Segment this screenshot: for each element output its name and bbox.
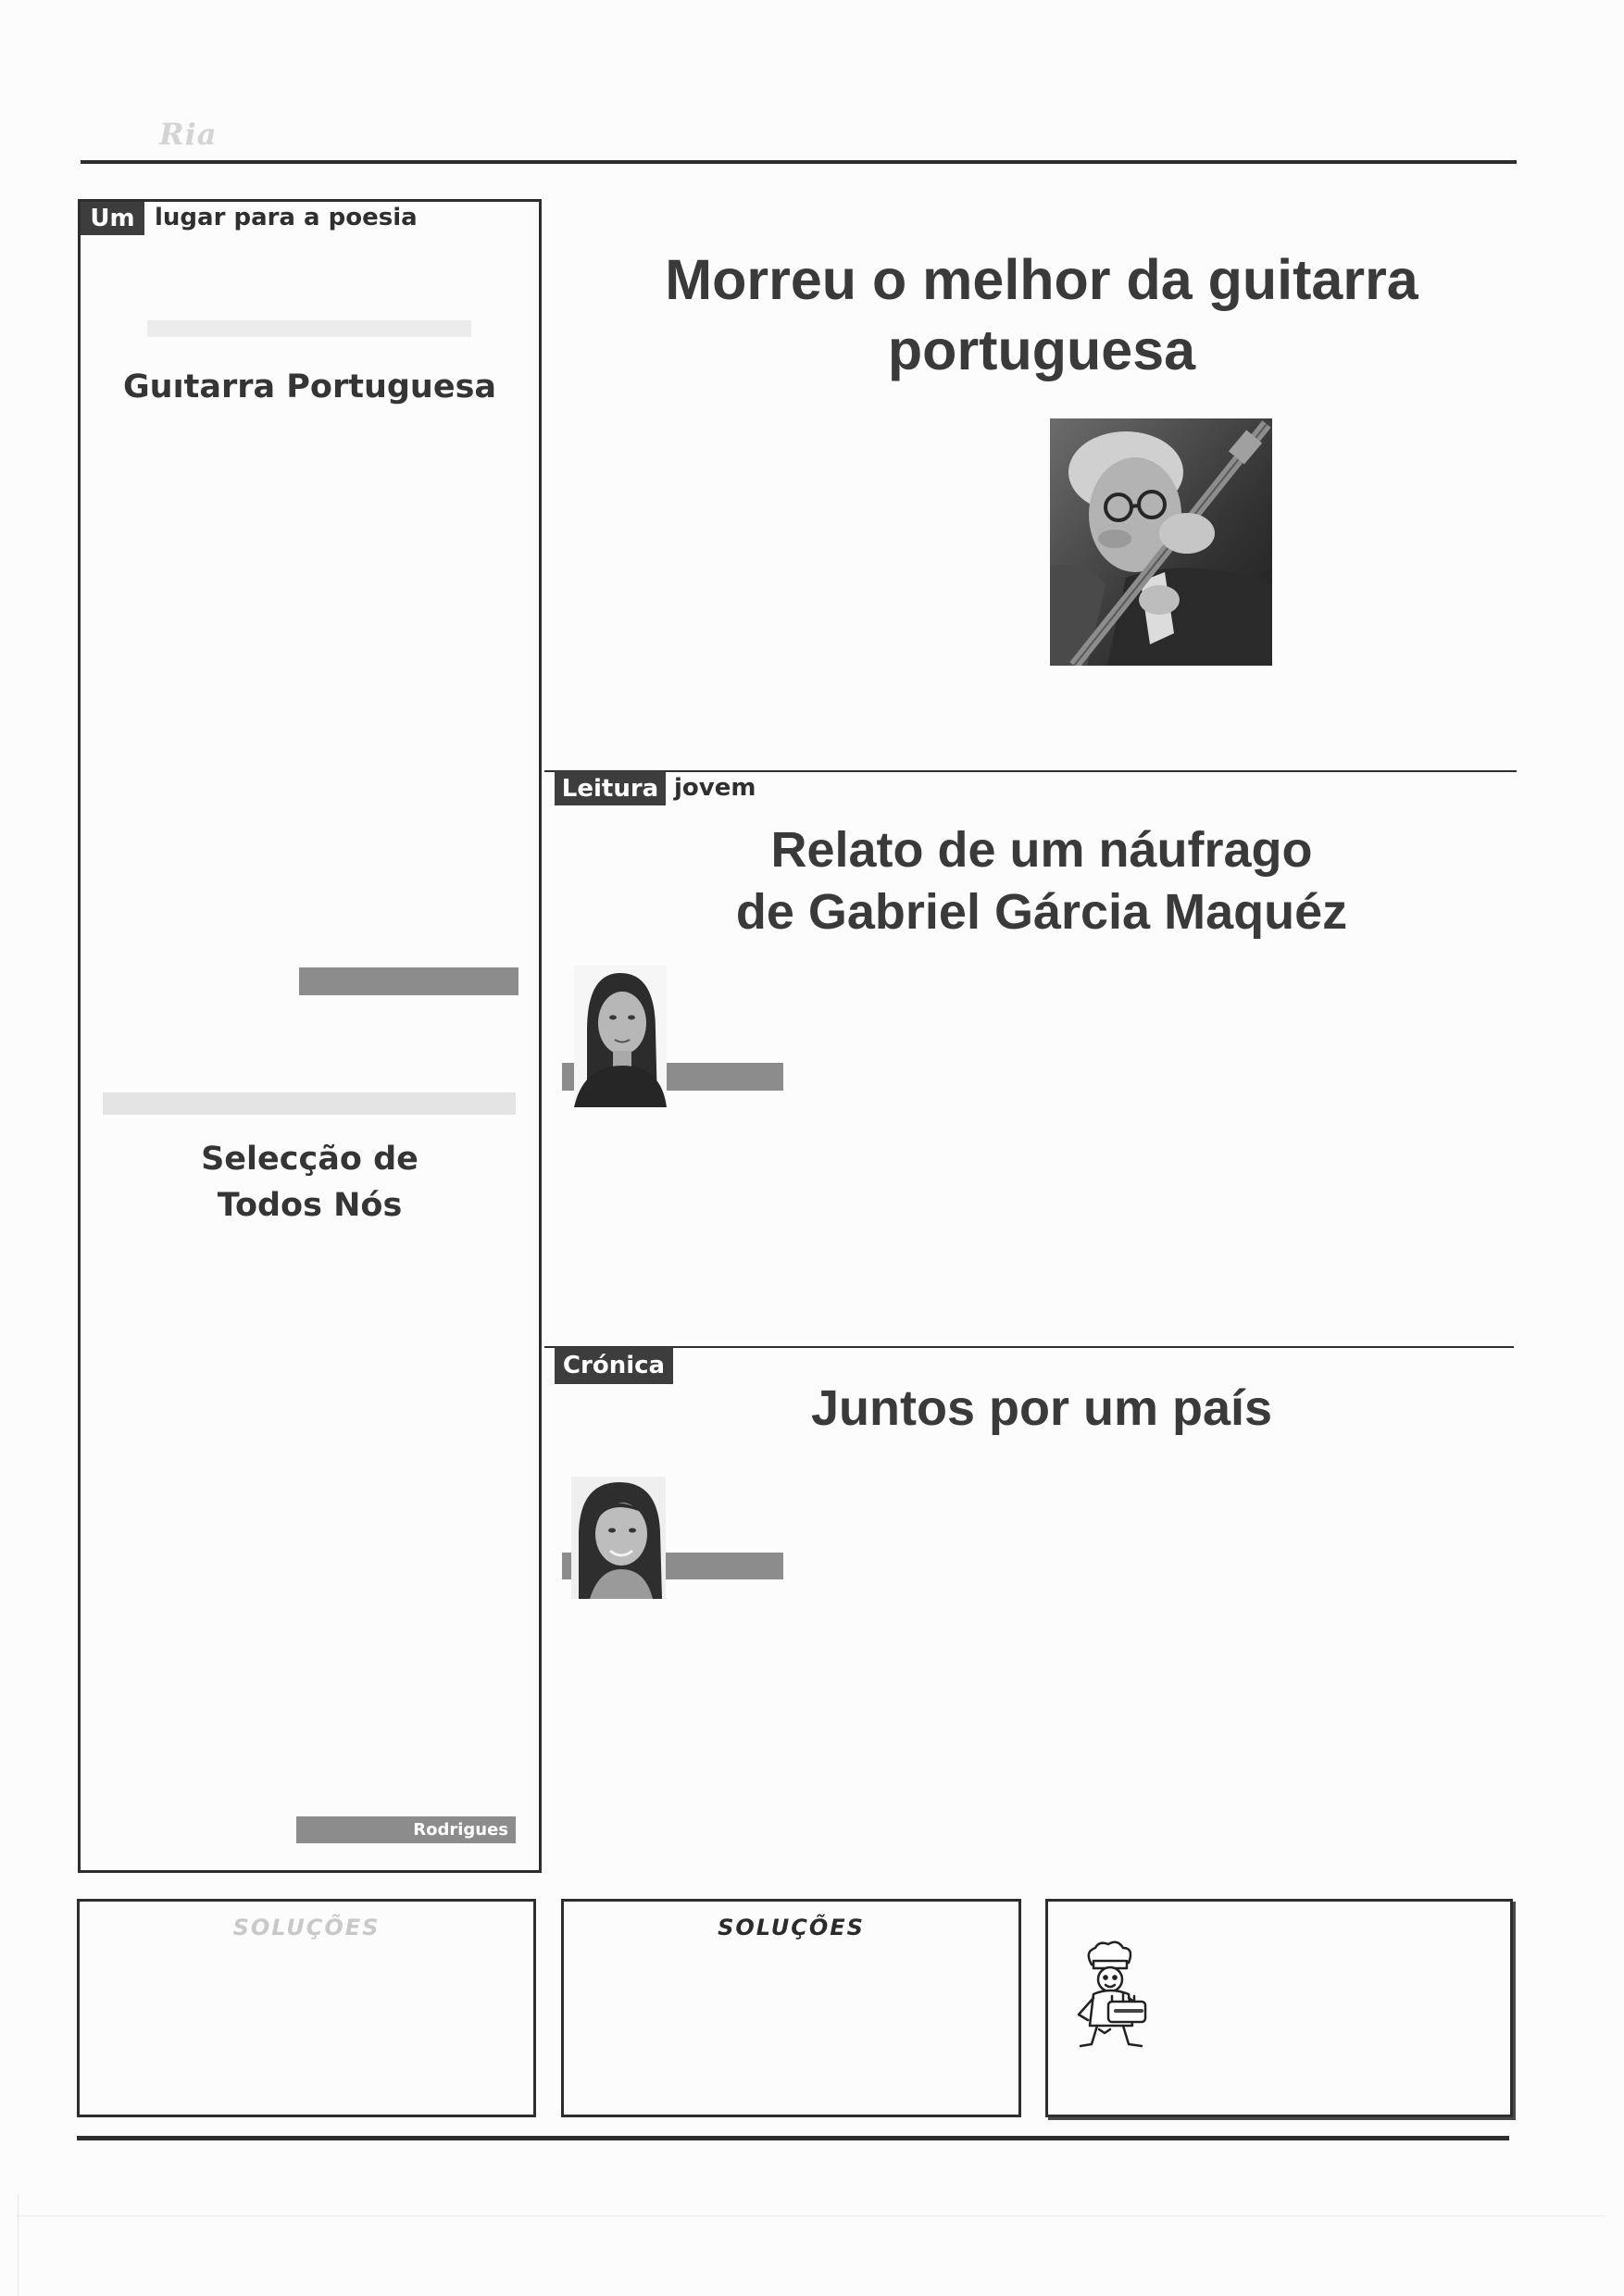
headline-line: Relato de um náufrago: [770, 822, 1313, 878]
headline-line: portuguesa: [887, 318, 1196, 381]
leitura-headline: [567, 819, 1517, 943]
main-headline: [567, 244, 1517, 385]
solutions-label: SOLUÇÕES: [232, 1915, 381, 1940]
faint-caption-bar: [103, 1092, 516, 1115]
section-tag-cronica: Crónica: [555, 1347, 673, 1384]
poem-title-seleccao: [78, 1136, 542, 1229]
leitura-section-rule: [544, 770, 1517, 772]
solutions-box-2: [561, 1899, 1021, 2117]
poetry-column-box: [78, 199, 542, 1873]
section-tag-leitura: Leitura: [555, 771, 666, 805]
scan-edge-line: [18, 2194, 19, 2296]
poetry-section-title: lugar para a poesia: [155, 204, 418, 231]
headline-line: de Gabriel Gárcia Maquéz: [735, 884, 1348, 940]
poem-author-bar: [299, 967, 518, 995]
scan-edge-line: [19, 2215, 1606, 2216]
cronica-headline: Juntos por um país: [810, 1380, 1273, 1436]
section-tag-um: Um: [81, 202, 144, 235]
author-name: Rodrigues: [413, 1820, 508, 1840]
poem-author-bar-rodrigues: [296, 1816, 516, 1843]
poem-title-line: Selecção de: [201, 1141, 418, 1178]
cronica-section-rule: [544, 1346, 1514, 1348]
young-reader-portrait-photo: [574, 966, 667, 1107]
header-rule: [81, 160, 1517, 164]
headline-line: Morreu o melhor da guitarra: [665, 248, 1418, 311]
footer-rule: [77, 2136, 1509, 2140]
solutions-label: SOLUÇÕES: [718, 1915, 865, 1940]
poem-title-guitarra: Guıtarra Portuguesa: [122, 368, 497, 406]
masthead-title: Ria: [159, 117, 218, 152]
faint-caption-bar: [147, 320, 471, 337]
section-tag-suffix: jovem: [674, 774, 756, 802]
solutions-box-1: [77, 1899, 536, 2117]
guitarist-photo: [1050, 418, 1272, 666]
poem-title-line: Todos Nós: [217, 1187, 403, 1224]
columnist-portrait-photo: [571, 1477, 666, 1599]
chef-cartoon-icon: [1071, 1940, 1157, 2051]
